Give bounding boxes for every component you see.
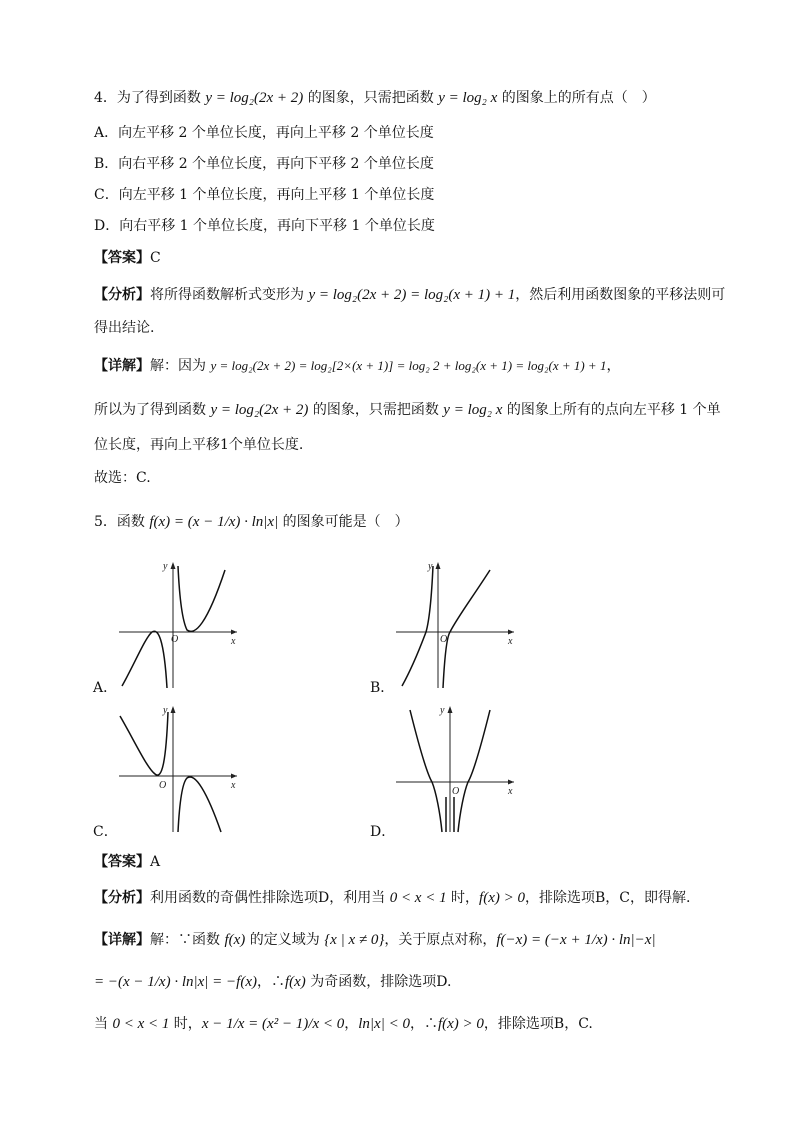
detail-formula-2: {x | x ≠ 0}	[324, 932, 385, 948]
curve-left-branch	[122, 631, 167, 688]
origin-label: O	[159, 780, 167, 791]
origin-label: O	[440, 634, 448, 645]
curve-left-branch	[410, 710, 442, 832]
detail3-formula-4: f(x) > 0	[437, 1016, 484, 1032]
analysis-tag: 【分析】	[94, 890, 150, 906]
q5-option-d-label: D．	[370, 824, 396, 840]
detail3-text-2: 时，	[169, 1016, 202, 1032]
q4-stem-text: 4．为了得到函数	[94, 90, 206, 106]
q4-answer	[94, 248, 161, 268]
q4-choose: 故选：C.	[94, 470, 151, 486]
q4-stem	[94, 88, 656, 108]
q5-graph-c	[115, 702, 245, 834]
q5-detail	[94, 930, 656, 950]
curve-right-branch	[178, 777, 221, 832]
q5-stem-text-2: 的图象可能是（ ）	[278, 514, 409, 530]
answer-tag: 【答案】	[94, 854, 150, 870]
analysis-formula-2: f(x) > 0	[479, 890, 525, 906]
q5-stem	[94, 512, 409, 532]
q4-stem-text-3: 的图象上的所有点（ ）	[497, 90, 656, 106]
x-axis-label: x	[231, 780, 236, 791]
q5-function-formula: f(x) = (x − 1/x) · ln|x|	[149, 514, 279, 530]
y-axis-arrow	[171, 706, 176, 713]
detail2-text-2: 为奇函数，排除选项D.	[305, 974, 452, 990]
y-axis-label: y	[428, 561, 433, 572]
q5-graph-d	[392, 702, 522, 834]
q4-formula-source: y = log₂ x	[438, 90, 498, 106]
analysis-formula: y = log₂(2x + 2) = log₂(x + 1) + 1	[308, 287, 516, 303]
q4-detail-3: 位长度，再向上平移1个单位长度.	[94, 437, 304, 453]
analysis-text-3: ，排除选项B，C，即得解.	[524, 890, 691, 906]
q4-formula-target: y = log₂(2x + 2)	[205, 90, 304, 106]
detail3-formula-1: 0 < x < 1	[112, 1016, 170, 1032]
origin-label: O	[452, 786, 460, 797]
detail2-formula-target: y = log₂(2x + 2)	[210, 402, 309, 418]
detail2-formula-source: y = log₂ x	[443, 402, 503, 418]
detail2-formula-2: f(x)	[284, 974, 306, 990]
detail-text-2: 的定义域为	[245, 932, 325, 948]
x-axis-label: x	[231, 636, 236, 647]
q4-option-d: D．向右平移 1 个单位长度，再向下平移 1 个单位长度	[94, 218, 435, 234]
curve-right-branch	[458, 710, 490, 832]
curve-right-branch	[443, 570, 490, 688]
detail2-text-2: 的图象，只需把函数	[308, 402, 444, 418]
detail-formula-1: f(x)	[224, 932, 246, 948]
detail3-text: 当	[94, 1016, 113, 1032]
detail3-text-5: ，排除选项B，C.	[483, 1016, 593, 1032]
detail3-formula-3: ln|x| < 0	[358, 1016, 410, 1032]
analysis-text: 将所得函数解析式变形为	[150, 287, 309, 303]
detail-text: 解：∵函数	[150, 932, 225, 948]
x-axis-arrow	[508, 780, 514, 785]
q5-graph-a	[115, 558, 245, 690]
y-axis-label: y	[163, 561, 168, 572]
analysis-text: 利用函数的奇偶性排除选项D，利用当	[150, 890, 390, 906]
detail2-text: 所以为了得到函数	[94, 402, 211, 418]
q5-answer	[94, 852, 160, 872]
y-axis-label: y	[163, 705, 168, 716]
answer-tag: 【答案】	[94, 250, 150, 266]
analysis-tag: 【分析】	[94, 287, 150, 303]
q4-analysis-cont: 得出结论.	[94, 320, 155, 336]
analysis-text-2: 时，	[446, 890, 480, 906]
q5-analysis	[94, 888, 690, 908]
q4-option-c: C．向左平移 1 个单位长度，再向上平移 1 个单位长度	[94, 187, 435, 203]
answer-value: A	[150, 854, 161, 870]
detail2-text-3: 的图象上所有的点向左平移 1 个单	[502, 402, 721, 418]
y-axis-arrow	[448, 706, 453, 713]
detail-formula-3: f(−x) = (−x + 1/x) · ln|−x|	[496, 932, 656, 948]
q5-option-b-label: B．	[370, 680, 395, 696]
y-axis-arrow	[171, 562, 176, 569]
q4-analysis	[94, 285, 725, 305]
detail-tag: 【详解】	[94, 932, 150, 948]
q5-detail-3	[94, 1014, 593, 1034]
detail3-text-4: ，∴	[409, 1016, 438, 1032]
detail-formula: y = log₂(2x + 2) = log₂[2×(x + 1)] = log₂ 2 + log₂(x + 1) = log₂(x + 1) + 1	[210, 358, 607, 373]
detail3-text-3: ，	[344, 1016, 359, 1032]
x-axis-arrow	[508, 630, 514, 635]
q4-stem-text-2: 的图象，只需把函数	[303, 90, 439, 106]
analysis-formula-1: 0 < x < 1	[389, 890, 447, 906]
q5-option-c-label: C．	[93, 824, 118, 840]
answer-value: C	[150, 250, 161, 266]
q4-option-b: B．向右平移 2 个单位长度，再向下平移 2 个单位长度	[94, 156, 434, 172]
origin-label: O	[171, 634, 179, 645]
detail3-formula-2: x − 1/x = (x² − 1)/x < 0	[201, 1016, 345, 1032]
q5-detail-2	[94, 972, 451, 992]
q4-detail-2	[94, 400, 721, 420]
x-axis-label: x	[508, 636, 513, 647]
q5-option-a-label: A．	[93, 680, 118, 696]
q4-detail	[94, 356, 620, 376]
detail-tag: 【详解】	[94, 358, 150, 374]
x-axis-label: x	[508, 786, 513, 797]
detail-text-2: ，	[606, 358, 621, 374]
x-axis-arrow	[231, 774, 237, 779]
curve-right-branch	[178, 566, 225, 631]
x-axis-arrow	[231, 630, 237, 635]
detail-text: 解：因为	[150, 358, 211, 374]
detail-text-3: ，关于原点对称，	[384, 932, 497, 948]
detail2-formula: = −(x − 1/x) · ln|x| = −f(x)	[94, 974, 257, 990]
q4-option-a: A．向左平移 2 个单位长度，再向上平移 2 个单位长度	[94, 125, 434, 141]
q5-stem-text: 5．函数	[94, 514, 150, 530]
detail2-text: ，∴	[256, 974, 285, 990]
curve-left-branch	[120, 712, 168, 775]
y-axis-arrow	[436, 562, 441, 569]
y-axis-label: y	[440, 705, 445, 716]
analysis-text-2: ，然后利用函数图象的平移法则可	[515, 287, 726, 303]
curve-left-branch	[402, 566, 433, 686]
q5-graph-b	[392, 558, 522, 690]
